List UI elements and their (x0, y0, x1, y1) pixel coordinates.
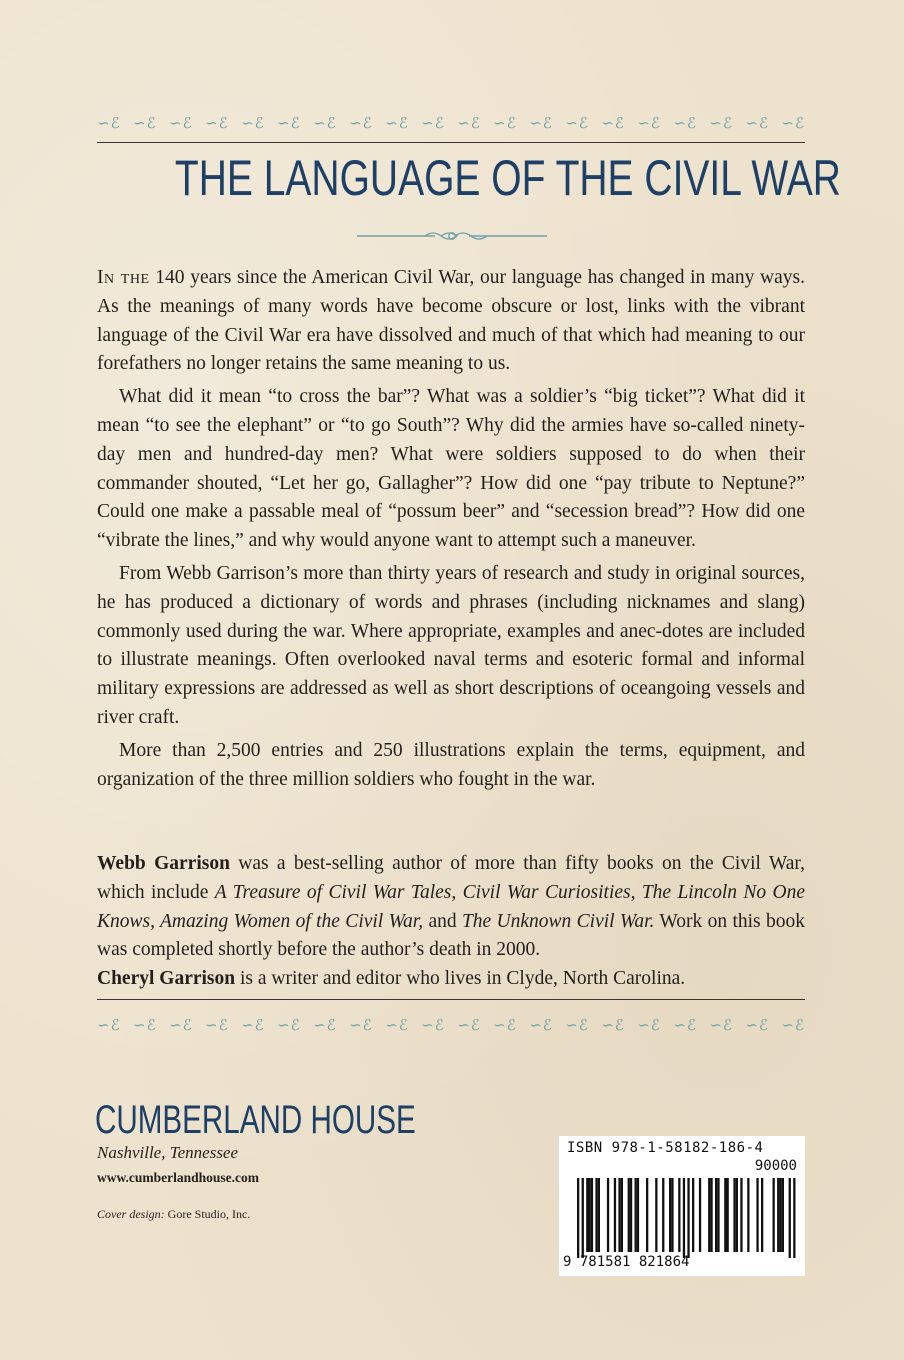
paragraph-text: 140 years since the American Civil War, our language has changed in many ways. As the meanings of many words have become obscure or lost, links with the vibrant language of the Civil War era have dissolved and much of that which had meaning to our forefathers no longer retains the same meaning to us. (97, 267, 805, 375)
barcode-bar (710, 1178, 712, 1252)
barcode-bar (618, 1178, 620, 1252)
barcode-bar (777, 1178, 779, 1252)
barcode-bar (591, 1178, 593, 1252)
barcode (559, 1136, 805, 1276)
ean-digits: 9 781581 821864 (563, 1254, 690, 1270)
book-title-italic: The Unknown Civil War. (461, 910, 655, 932)
scroll-ornament: ∽ℰ (313, 1018, 337, 1032)
scroll-ornament: ∽ℰ (205, 116, 229, 130)
barcode-bar (598, 1178, 600, 1252)
barcode-bar (740, 1178, 742, 1252)
barcode-bar (635, 1178, 637, 1252)
barcode-bar (637, 1178, 639, 1252)
scroll-ornament: ∽ℰ (421, 116, 445, 130)
scroll-ornament: ∽ℰ (637, 116, 661, 130)
scroll-ornament: ∽ℰ (385, 1018, 409, 1032)
barcode-bar (699, 1178, 701, 1252)
scroll-ornament: ∽ℰ (529, 1018, 553, 1032)
scroll-ornament: ∽ℰ (601, 1018, 625, 1032)
barcode-bar (621, 1178, 623, 1252)
top-rule (97, 142, 805, 143)
author-bio (97, 850, 805, 994)
scroll-ornament: ∽ℰ (745, 1018, 769, 1032)
credit-value: Gore Studio, Inc. (164, 1207, 251, 1221)
publisher-url[interactable]: www.cumberlandhouse.com (97, 1170, 260, 1185)
scroll-ornament: ∽ℰ (457, 116, 481, 130)
scroll-ornament: ∽ℰ (493, 1018, 517, 1032)
barcode-bar (655, 1178, 657, 1252)
barcode-bar (683, 1178, 685, 1258)
barcode-bar (582, 1178, 584, 1258)
price-code: 90000 (754, 1158, 797, 1174)
scroll-ornament: ∽ℰ (781, 1018, 805, 1032)
scroll-ornament: ∽ℰ (637, 1018, 661, 1032)
barcode-bar (671, 1178, 673, 1252)
scroll-ornament: ∽ℰ (781, 116, 805, 130)
barcode-bar (724, 1178, 726, 1252)
barcode-bar (687, 1178, 689, 1258)
scroll-ornament: ∽ℰ (601, 116, 625, 130)
lead-in: In the (97, 267, 150, 288)
author-name: Webb Garrison (97, 853, 230, 874)
scroll-ornament: ∽ℰ (133, 1018, 157, 1032)
bottom-rule (97, 999, 805, 1000)
description-paragraph-3: From Webb Garrison’s more than thirty years of research and study in original sources, he has produced a dictionary of words and phrases (including nicknames and slang) commonly used during the war. Where appropriate, examples and anec-dotes are included to illustrate meanings. Often overlooked naval terms and esoteric formal and informal military expressions are addressed as well as short descriptions of oceangoing vessels and river craft. (97, 562, 805, 728)
scroll-ornament: ∽ℰ (529, 116, 553, 130)
scroll-ornament: ∽ℰ (565, 1018, 589, 1032)
barcode-bar (646, 1178, 648, 1252)
barcode-bar (595, 1178, 597, 1252)
top-ornament-border (97, 114, 805, 130)
scroll-ornament: ∽ℰ (205, 1018, 229, 1032)
barcode-bar (782, 1178, 784, 1252)
barcode-bar (715, 1178, 717, 1252)
barcode-bar (628, 1178, 630, 1252)
scroll-ornament: ∽ℰ (673, 1018, 697, 1032)
bottom-ornament-border (97, 1016, 805, 1032)
title-flourish (355, 229, 549, 243)
scroll-ornament: ∽ℰ (709, 1018, 733, 1032)
barcode-bar (589, 1178, 591, 1252)
publisher-name: CUMBERLAND HOUSE (95, 1098, 416, 1142)
scroll-ornament: ∽ℰ (169, 1018, 193, 1032)
barcode-bar (630, 1178, 632, 1252)
barcode-bar (736, 1178, 738, 1252)
barcode-bar (678, 1178, 680, 1252)
description (97, 264, 805, 794)
barcode-bar (607, 1178, 609, 1252)
scroll-ornament: ∽ℰ (241, 1018, 265, 1032)
scroll-ornament: ∽ℰ (97, 116, 121, 130)
barcode-bar (756, 1178, 758, 1252)
book-title: THE LANGUAGE OF THE CIVIL WAR (174, 150, 841, 206)
scroll-ornament: ∽ℰ (673, 116, 697, 130)
scroll-ornament: ∽ℰ (709, 116, 733, 130)
cover-credit (97, 1207, 250, 1222)
scroll-ornament: ∽ℰ (457, 1018, 481, 1032)
scroll-ornament: ∽ℰ (277, 1018, 301, 1032)
scroll-ornament: ∽ℰ (241, 116, 265, 130)
barcode-bar (662, 1178, 664, 1252)
barcode-bar (717, 1178, 719, 1252)
barcode-bar (614, 1178, 616, 1252)
scroll-ornament: ∽ℰ (277, 116, 301, 130)
scroll-ornament: ∽ℰ (493, 116, 517, 130)
barcode-bar (779, 1178, 781, 1252)
description-paragraph-2: What did it mean “to cross the bar”? What was a soldier’s “big ticket”? What did it mean “to see the elephant” or “to go South”? Why did the armies have so-called ninety-day men and hundred-day men? What were soldiers supposed to do when their commander shouted, “Let her go, Gallagher”? How did one “pay tribute to Neptune?” Could one make a passable meal of “possum beer” and “secession bread”? How did one “vibrate the lines,” and why would anyone want to attempt such a maneuver. (97, 386, 805, 552)
credit-label: Cover design: (97, 1207, 165, 1221)
scroll-ornament: ∽ℰ (349, 116, 373, 130)
barcode-bar (761, 1178, 763, 1252)
barcode-bar (789, 1178, 791, 1258)
scroll-ornament: ∽ℰ (97, 1018, 121, 1032)
barcode-bar (727, 1178, 729, 1252)
scroll-ornament: ∽ℰ (349, 1018, 373, 1032)
bio-text: and (423, 910, 462, 932)
barcode-bar (586, 1178, 588, 1252)
book-list: A Treasure of Civil War Tales, Civil War Curiosities, The Lincoln No One Knows, Amazing Women of the Civil War, (97, 881, 805, 932)
description-paragraph-1 (97, 264, 805, 379)
barcode-bar (793, 1178, 795, 1258)
bio-text: was a best-selling author of more than fifty books on the Civil War, which include (97, 853, 805, 903)
barcode-bar (708, 1178, 710, 1252)
scroll-ornament: ∽ℰ (565, 116, 589, 130)
publisher-city: Nashville, Tennessee (97, 1143, 239, 1162)
bio-text: Work on this book was completed shortly before the author’s death in 2000. (97, 910, 805, 961)
isbn-text: ISBN 978-1-58182-186-4 (567, 1140, 764, 1156)
barcode-bar (747, 1178, 749, 1252)
scroll-ornament: ∽ℰ (745, 116, 769, 130)
scroll-ornament: ∽ℰ (169, 116, 193, 130)
barcode-bar (773, 1178, 775, 1252)
bio-text: is a writer and editor who lives in Clyde, North Carolina. (235, 968, 686, 990)
description-paragraph-4: More than 2,500 entries and 250 illustrations explain the terms, equipment, and organization of the three million soldiers who fought in the war. (97, 739, 805, 790)
barcode-bar (733, 1178, 735, 1252)
barcode-bar (669, 1178, 671, 1252)
barcode-bar (577, 1178, 579, 1258)
scroll-ornament: ∽ℰ (313, 116, 337, 130)
coauthor-name: Cheryl Garrison (97, 968, 236, 990)
scroll-ornament: ∽ℰ (133, 116, 157, 130)
scroll-ornament: ∽ℰ (385, 116, 409, 130)
scroll-ornament: ∽ℰ (421, 1018, 445, 1032)
barcode-bar (692, 1178, 694, 1252)
